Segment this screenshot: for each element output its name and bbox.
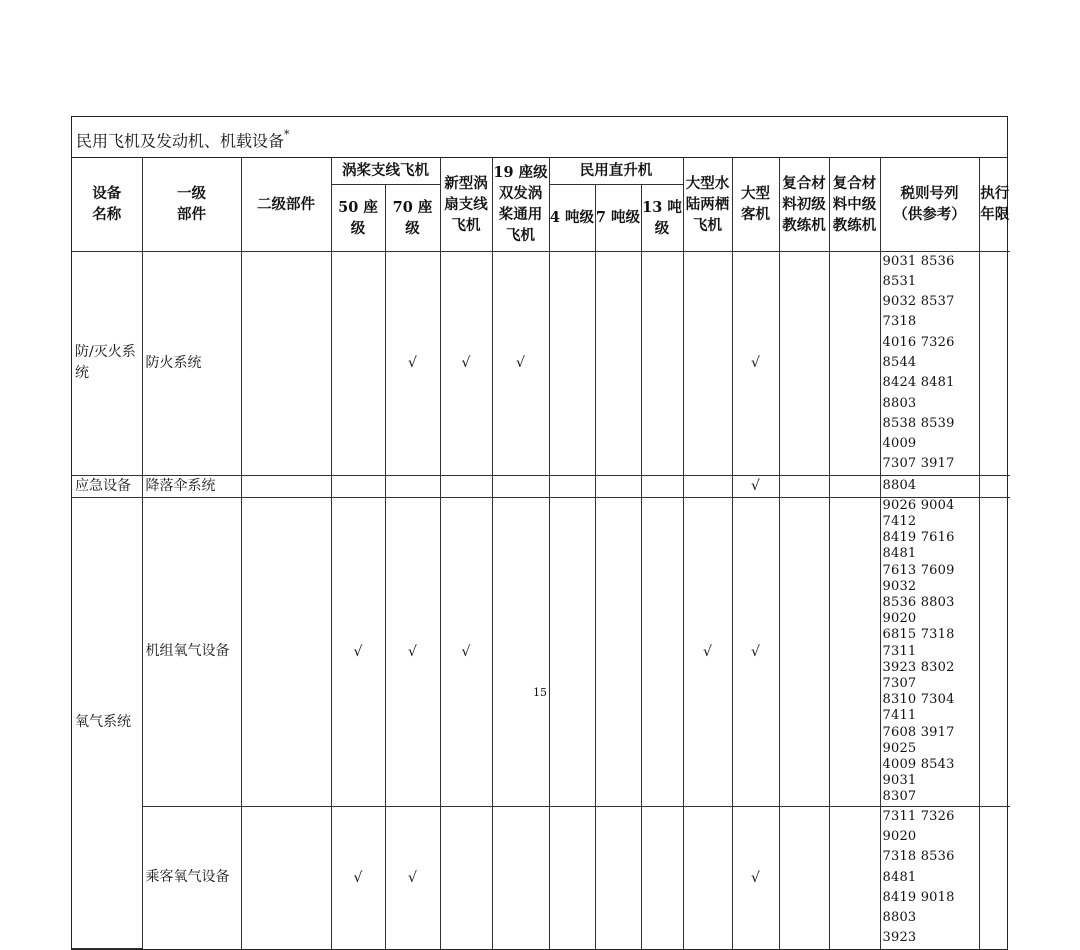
level1-cell: 机组氧气设备	[142, 497, 241, 806]
device-name-cell: 防/灭火系统	[72, 251, 142, 475]
check-cell	[331, 475, 385, 497]
tariff-codes-cell: 8804	[880, 475, 979, 497]
check-cell	[641, 806, 683, 949]
equipment-table-panel	[71, 116, 1008, 950]
header-heli-group: 民用直升机	[549, 158, 683, 184]
device-name-cell: 氧气系统	[72, 497, 142, 948]
check-cell	[440, 475, 492, 497]
level1-cell: 防火系统	[142, 251, 241, 475]
check-cell	[440, 806, 492, 949]
level1-cell: 乘客氧气设备	[142, 806, 241, 949]
header-seat70: 70 座级	[385, 184, 440, 251]
term-cell	[979, 806, 1010, 949]
check-cell	[779, 475, 829, 497]
table-row	[72, 497, 1010, 806]
check-cell	[829, 806, 880, 949]
check-cell: √	[440, 497, 492, 806]
check-cell	[549, 497, 595, 806]
check-cell: √	[732, 497, 779, 806]
check-cell: √	[331, 806, 385, 949]
check-cell	[683, 251, 732, 475]
table-row	[72, 475, 1010, 497]
table-row	[72, 251, 1010, 475]
tariff-codes-cell: 9031 8536 8531 9032 8537 7318 4016 7326 8544 8424 8481 8803 8538 8539 4009 7307 3917	[880, 251, 979, 475]
check-cell	[595, 806, 641, 949]
check-cell	[595, 475, 641, 497]
check-cell: √	[385, 806, 440, 949]
check-cell: √	[732, 806, 779, 949]
header-level2: 二级部件	[241, 158, 331, 251]
check-cell: √	[732, 475, 779, 497]
check-cell	[331, 251, 385, 475]
header-ton7: 7 吨级	[595, 184, 641, 251]
check-cell	[641, 475, 683, 497]
table-row	[72, 806, 1010, 949]
check-cell: √	[385, 497, 440, 806]
level2-cell	[241, 475, 331, 497]
check-cell: √	[440, 251, 492, 475]
check-cell	[595, 251, 641, 475]
check-cell	[829, 497, 880, 806]
check-cell	[829, 251, 880, 475]
header-seat19: 19 座级 双发涡 桨通用 飞机	[492, 158, 549, 251]
check-cell	[683, 806, 732, 949]
check-cell	[549, 806, 595, 949]
level2-cell	[241, 806, 331, 949]
section-title-asterisk: *	[284, 128, 290, 141]
check-cell: √	[732, 251, 779, 475]
check-cell	[549, 251, 595, 475]
check-cell	[385, 475, 440, 497]
check-cell	[492, 475, 549, 497]
check-cell	[779, 806, 829, 949]
check-cell	[641, 251, 683, 475]
check-cell	[549, 475, 595, 497]
header-device-name: 设备 名称	[72, 158, 142, 251]
section-title	[72, 117, 1007, 158]
header-amphibian: 大型水 陆两栖 飞机	[683, 158, 732, 251]
section-title-text: 民用飞机及发动机、机载设备	[76, 131, 285, 151]
device-name-cell: 应急设备	[72, 475, 142, 497]
header-ton13: 13 吨 级	[641, 184, 683, 251]
header-composite-mid: 复合材 料中级 教练机	[829, 158, 880, 251]
header-ton4: 4 吨级	[549, 184, 595, 251]
check-cell: √	[683, 497, 732, 806]
header-term: 执行 年限	[979, 158, 1010, 251]
term-cell	[979, 251, 1010, 475]
level2-cell	[241, 497, 331, 806]
term-cell	[979, 497, 1010, 806]
check-cell	[779, 251, 829, 475]
level1-cell: 降落伞系统	[142, 475, 241, 497]
check-cell: √	[492, 251, 549, 475]
header-new-turbofan: 新型涡 扇支线 飞机	[440, 158, 492, 251]
tariff-codes-cell: 7311 7326 9020 7318 8536 8481 8419 9018 8803 3923	[880, 806, 979, 949]
check-cell	[492, 806, 549, 949]
header-airliner: 大型 客机	[732, 158, 779, 251]
check-cell: √	[385, 251, 440, 475]
check-cell	[492, 497, 549, 806]
header-composite-primary: 复合材 料初级 教练机	[779, 158, 829, 251]
check-cell	[595, 497, 641, 806]
header-turboprop-group: 涡桨支线飞机	[331, 158, 440, 184]
check-cell	[683, 475, 732, 497]
header-level1: 一级 部件	[142, 158, 241, 251]
level2-cell	[241, 251, 331, 475]
term-cell	[979, 475, 1010, 497]
tariff-codes-cell: 9026 9004 7412 8419 7616 8481 7613 7609 9032 8536 8803 9020 6815 7318 7311 3923 8302 7307 8310 7304 7411 7608 3917 9025 4009 8543 9031 8307	[880, 497, 979, 806]
check-cell	[829, 475, 880, 497]
header-seat50: 50 座级	[331, 184, 385, 251]
equipment-table	[72, 158, 1010, 949]
check-cell: √	[331, 497, 385, 806]
check-cell	[779, 497, 829, 806]
header-tariff: 税则号列 （供参考）	[880, 158, 979, 251]
check-cell	[641, 497, 683, 806]
page-number: 15	[533, 686, 547, 699]
